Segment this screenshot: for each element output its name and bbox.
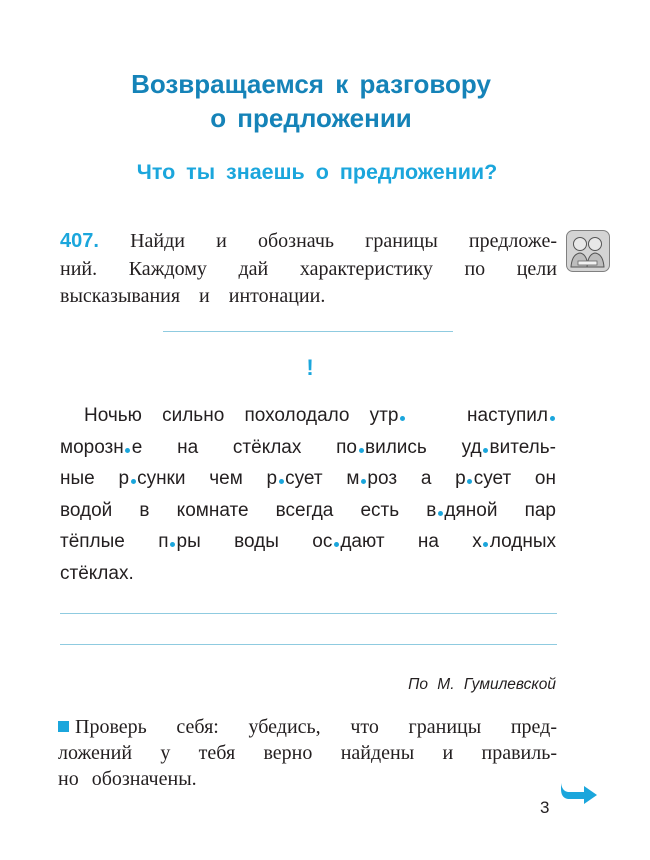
passage-line-6: стёклах. [60,562,134,584]
self-check-line-3: но обозначены. [58,768,197,790]
blank-dot [124,443,132,453]
source-attribution: По М. Гумилевской [408,676,556,693]
blank-dot [129,474,137,484]
answer-line-2 [60,644,557,645]
blank-dot [482,537,490,547]
section-subtitle: Что ты знаешь о предложении? [136,160,498,184]
exercise-task [60,228,557,311]
passage-text [60,400,556,589]
blank-dot [436,506,444,516]
chapter-title-line1: Возвращаемся к разговору [131,69,491,99]
exercise-number: 407. [60,230,99,252]
attention-mark-icon: ! [306,355,314,380]
passage-line-4: водой в комнате всегда есть в дяной пар [60,499,557,521]
answer-line-1 [60,613,557,614]
task-line-1: 407. Найди и обозначь границы предложе- [60,230,558,252]
passage-line-3: ные р сунки чем р сует м роз а р сует он [60,468,556,489]
blank-dot [548,411,556,421]
blank-dot [169,537,177,547]
blank-dot [277,474,285,484]
self-check-line-1: Проверь себя: убедись, что границы пред- [58,714,557,740]
blank-dot [332,537,340,547]
task-line-2: ний. Каждому дай характеристику по цели [60,257,557,280]
passage-line-1: Ночью сильно похолодало утр наступил [60,400,556,432]
pair-work-icon [566,230,610,272]
blank-dot [482,443,490,453]
blank-dot [466,474,474,484]
blank-dot [398,411,406,421]
blank-dot [357,443,365,453]
self-check-line-2: ложений у тебя верно найдены и правиль- [58,742,557,764]
divider-line [163,331,453,332]
next-page-arrow-icon[interactable] [560,781,598,805]
blank-dot [359,474,367,484]
self-check-block [58,714,557,792]
task-line-3: высказывания и интонации. [60,285,326,307]
passage-line-5: тёплые п ры воды ос дают на х лодных [60,531,556,552]
page-number: 3 [540,798,550,817]
bullet-square-icon [58,721,69,732]
passage-line-2: морозн е на стёклах по вились уд витель- [60,436,556,458]
chapter-title-line2: о предложении [210,103,412,133]
